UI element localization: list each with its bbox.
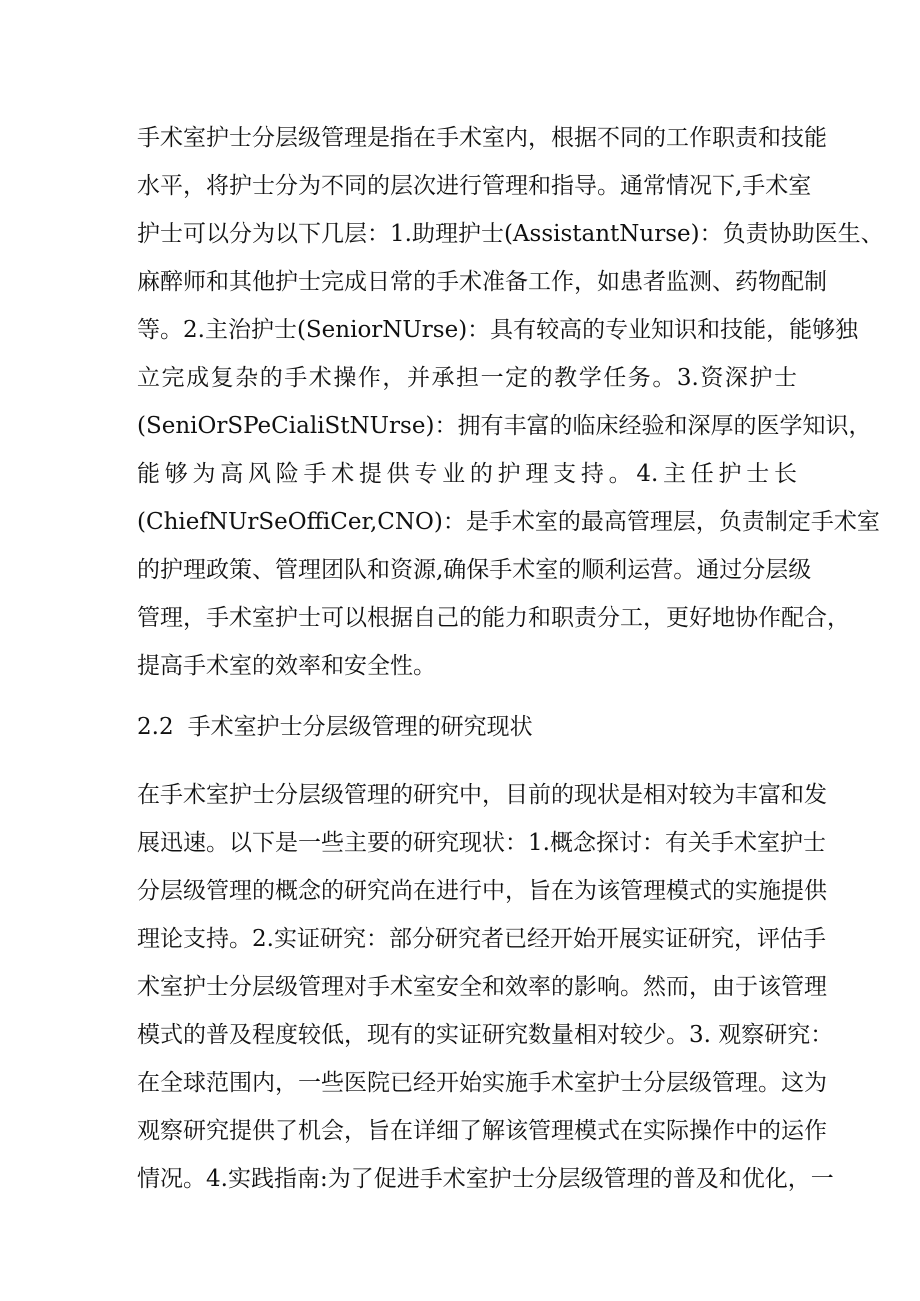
paragraph-line: 护士可以分为以下几层：1.助理护士(AssistantNurse)：负责协助医生、 [137, 221, 884, 247]
paragraph-line: 水平，将护士分为不同的层次进行管理和指导。通常情况下,手术室 [137, 173, 812, 199]
paragraph-line: 手术室护士分层级管理是指在手术室内，根据不同的工作职责和技能 [137, 125, 827, 151]
paragraph-line: 的护理政策、管理团队和资源,确保手术室的顺利运营。通过分层级 [137, 557, 812, 583]
section-heading [137, 703, 533, 751]
paragraph-line: 立完成复杂的手术操作，并承担一定的教学任务。3.资深护士 [137, 365, 797, 391]
paragraph-line: (SeniOrSPeCialiStNUrse)：拥有丰富的临床经验和深厚的医学知识， [137, 413, 872, 439]
paragraph-line: 能够为高风险手术提供专业的护理支持。4.主任护士长 [137, 461, 797, 487]
paragraph-line: 术室护士分层级管理对手术室安全和效率的影响。然而，由于该管理 [137, 974, 827, 1000]
paragraph-line: 展迅速。以下是一些主要的研究现状：1.概念探讨：有关手术室护士 [137, 830, 826, 856]
paragraph-line: 管理，手术室护士可以根据自己的能力和职责分工，更好地协作配合， [137, 605, 850, 631]
section-title: 手术室护士分层级管理的研究现状 [187, 714, 533, 740]
paragraph-line: 提高手术室的效率和安全性。 [137, 653, 436, 679]
paragraph-line: 在手术室护士分层级管理的研究中，目前的现状是相对较为丰富和发 [137, 782, 827, 808]
paragraph-line: 情况。4.实践指南:为了促进手术室护士分层级管理的普及和优化，一 [137, 1166, 834, 1192]
section-number: 2.2 [137, 714, 174, 740]
paragraph-line: 在全球范围内，一些医院已经开始实施手术室护士分层级管理。这为 [137, 1070, 827, 1096]
paragraph-line: 麻醉师和其他护士完成日常的手术准备工作，如患者监测、药物配制 [137, 269, 827, 295]
paragraph-line: 观察研究提供了机会，旨在详细了解该管理模式在实际操作中的运作 [137, 1118, 827, 1144]
paragraph-line: (ChiefNUrSeOffiCer,CNO)：是手术室的最高管理层，负责制定手术室 [137, 509, 880, 535]
paragraph-line: 模式的普及程度较低，现有的实证研究数量相对较少。3. 观察研究： [137, 1022, 834, 1048]
paragraph-line: 分层级管理的概念的研究尚在进行中，旨在为该管理模式的实施提供 [137, 878, 827, 904]
paragraph-line: 等。2.主治护士(SeniorNUrse)：具有较高的专业知识和技能，能够独 [137, 317, 859, 343]
paragraph-line: 理论支持。2.实证研究：部分研究者已经开始开展实证研究，评估手 [137, 926, 826, 952]
